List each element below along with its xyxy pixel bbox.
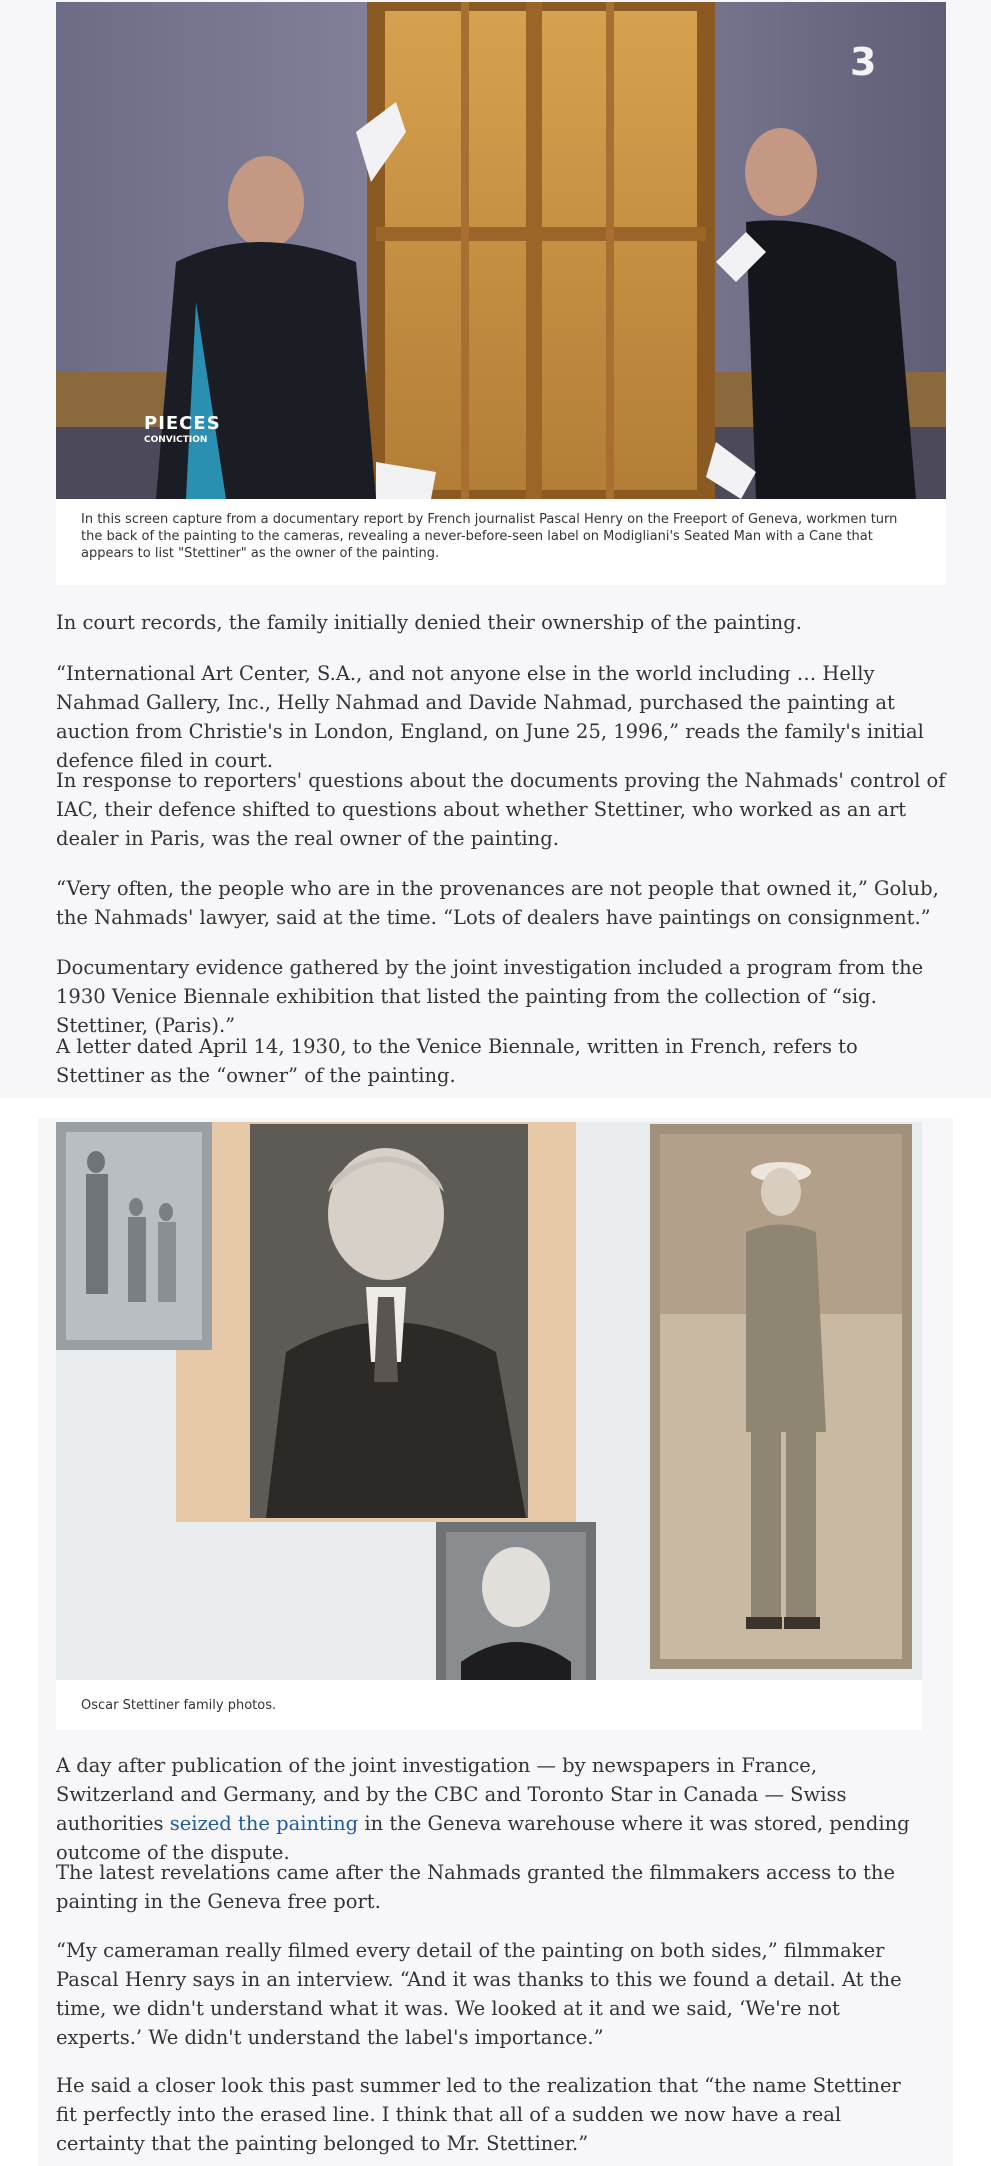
article-paragraph: “Very often, the people who are in the provenances are not people that owned it,” Golub, the Nahmads' lawyer, said at the time. “Lots of dealers have paintings on consignment.”	[56, 877, 939, 929]
documentary-screen-capture	[56, 2, 946, 499]
show-logo	[144, 414, 221, 446]
paragraph-text: A day after publication of the joint investigation — by newspapers in France, Switzerland and Germany, and by the CBC and Toronto Star in Canada — Swiss authorities	[56, 1754, 847, 1835]
article-paragraph	[56, 1751, 922, 1867]
article-paragraph: A letter dated April 14, 1930, to the Venice Biennale, written in French, refers to Stettiner as the “owner” of the painting.	[56, 1035, 858, 1087]
figure-caption: Oscar Stettiner family photos.	[81, 1698, 277, 1713]
paragraph-text: in the Geneva warehouse where it was stored, pending outcome of the dispute.	[56, 1812, 910, 1864]
article-paragraph: “International Art Center, S.A., and not anyone else in the world including … Helly Nahmad Gallery, Inc., Helly Nahmad and Davide Nahmad, purchased the painting at auction from Christie's in London, England, on June 25, 1996,” reads the family's initial defence filed in court.	[56, 662, 924, 772]
article-paragraph: Documentary evidence gathered by the joint investigation included a program from the 1930 Venice Biennale exhibition that listed the painting from the collection of “sig. Stettiner, (Paris).”	[56, 956, 924, 1037]
figure-caption: In this screen capture from a documentary report by French journalist Pascal Henry on the Freeport of Geneva, workmen turn the back of the painting to the cameras, revealing a never-before-seen label on Modigliani's Seated Man with a Cane that appears to list "Stettiner" as the owner of the painting.	[81, 512, 898, 561]
article-paragraph: “My cameraman really filmed every detail of the painting on both sides,” filmmaker Pascal Henry says in an interview. “And it was thanks to this we found a detail. At the time, we didn't understand what it was. We looked at it and we said, ‘We're not experts.’ We didn't understand the label's importance.”	[56, 1939, 902, 2049]
article-paragraph: He said a closer look this past summer led to the realization that “the name Stettiner fit perfectly into the erased line. I think that all of a sudden we now have a real certainty that the painting belonged to Mr. Stettiner.”	[56, 2074, 901, 2155]
family-photos-image	[56, 1122, 922, 1680]
article-paragraph: In response to reporters' questions about the documents proving the Nahmads' control of IAC, their defence shifted to questions about whether Stettiner, who worked as an art dealer in Paris, was the real owner of the painting.	[56, 769, 946, 850]
show-logo-subtitle: CONVICTION	[144, 435, 208, 445]
show-logo-title: PIECES	[144, 413, 221, 434]
broadcaster-logo: 3	[850, 40, 877, 84]
seized-painting-link[interactable]: seized the painting	[169, 1812, 359, 1835]
article-paragraph: In court records, the family initially denied their ownership of the painting.	[56, 611, 802, 634]
family-photos-collage	[56, 1122, 922, 1680]
article-paragraph: The latest revelations came after the Nahmads granted the filmmakers access to the painting in the Geneva free port.	[56, 1861, 895, 1913]
